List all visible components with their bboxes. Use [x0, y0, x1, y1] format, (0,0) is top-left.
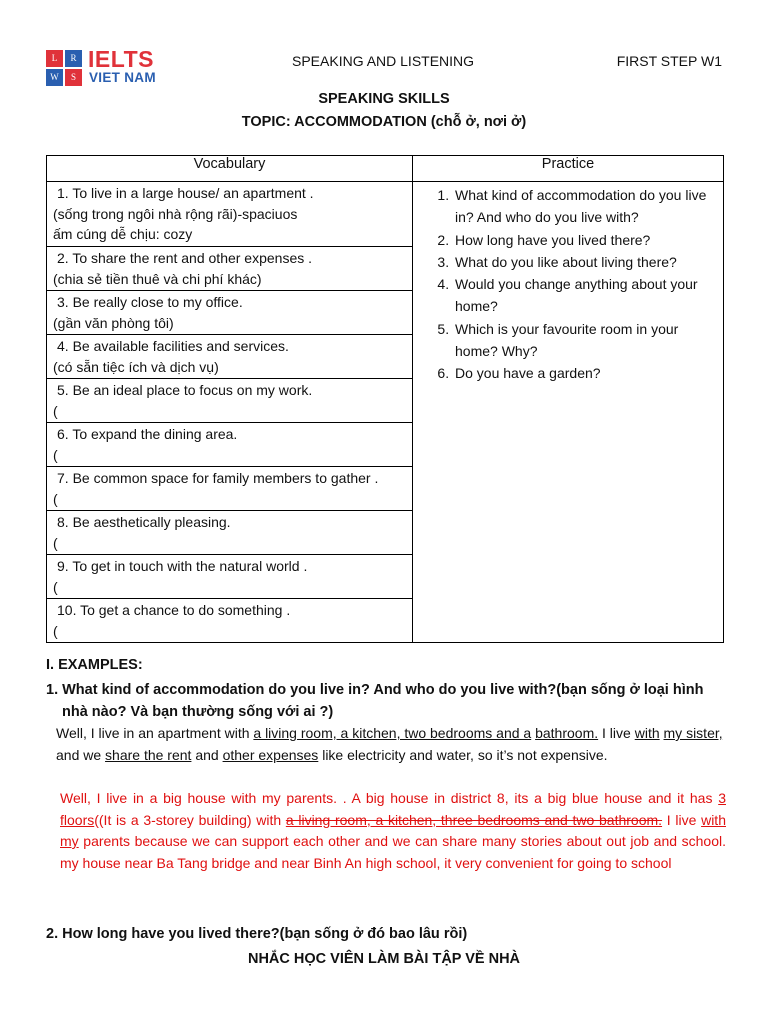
answer-text: Well, I live in an apartment with: [56, 725, 254, 741]
vocab-term: 10. To get a chance to do something .: [57, 602, 291, 618]
vocab-translation: (: [53, 402, 58, 419]
vocab-term: 5. Be an ideal place to focus on my work.: [57, 382, 313, 398]
vocab-translation: (: [53, 622, 58, 639]
vocab-translation: (chia sẻ tiền thuê và chi phí khác): [53, 270, 262, 287]
highlight-phrase: 3 floors: [60, 790, 726, 828]
vocabulary-column-header: Vocabulary: [47, 156, 413, 182]
answer-text: like electricity and water, so it’s not expensive.: [318, 747, 608, 763]
vocab-translation: (: [53, 446, 58, 463]
logo-cell: R: [65, 50, 82, 67]
answer-text: I live: [598, 725, 635, 741]
practice-cell: [413, 182, 724, 643]
highlight-phrase: with: [701, 811, 726, 828]
highlight-phrase: a living room, a kitchen, two bedrooms and a: [253, 725, 532, 741]
vocab-cell: [47, 467, 413, 511]
vocab-translation: (có sẵn tiệc ích và dịch vụ): [53, 358, 219, 375]
header-subject: SPEAKING AND LISTENING: [292, 53, 475, 69]
example-question-1: [46, 679, 726, 723]
vocab-term: 4. Be available facilities and services.: [57, 338, 289, 354]
vocab-cell: [47, 379, 413, 423]
vocab-translation: (sống trong ngôi nhà rộng rãi)-spaciuos: [53, 205, 298, 222]
vocab-note: ấm cúng dễ chịu: cozy: [53, 226, 193, 242]
vocab-term: 6. To expand the dining area.: [57, 426, 238, 442]
example-question-2: 2. How long have you lived there?(bạn sống ở đó bao lâu rồi): [46, 926, 468, 942]
table-row: [47, 182, 724, 247]
logo-brand-text: IELTS: [88, 46, 154, 72]
logo-grid-icon: [46, 50, 82, 86]
brand-logo: [46, 46, 166, 88]
highlight-phrase: my: [60, 833, 79, 849]
vocab-cell: [47, 291, 413, 335]
answer-text: I live: [662, 811, 702, 828]
question-line: 1. What kind of accommodation do you live in? And who do you live with?(bạn sống ở loại hình: [46, 682, 704, 698]
answer-text: parents because we can support each other and we can share many stories about out job and school. my house near Ba Tang bridge and near Binh An high school, it very convenient for going to school: [60, 833, 726, 871]
vocab-cell: [47, 555, 413, 599]
vocab-term: 1. To live in a large house/ an apartment .: [57, 185, 314, 201]
topic-title: TOPIC: ACCOMMODATION (chỗ ở, nơi ở): [241, 114, 527, 130]
practice-question: 5. Which is your favourite room in your home? Why?: [453, 318, 719, 363]
vocab-term: 7. Be common space for family members to gather .: [57, 470, 379, 486]
vocab-term: 8. Be aesthetically pleasing.: [57, 514, 231, 530]
highlight-phrase: share the rent: [105, 747, 192, 763]
vocab-translation: (: [53, 534, 58, 551]
vocab-cell: [47, 511, 413, 555]
homework-reminder: NHẮC HỌC VIÊN LÀM BÀI TẬP VỀ NHÀ: [247, 951, 521, 967]
vocab-term: 9. To get in touch with the natural world .: [57, 558, 308, 574]
vocab-translation: (: [53, 490, 58, 507]
highlight-phrase: bathroom.: [535, 725, 599, 741]
answer-text: and: [191, 747, 223, 763]
practice-question: 4. Would you change anything about your home?: [453, 273, 719, 318]
question-line: nhà nào? Và bạn thường sống với ai ?): [62, 704, 334, 720]
vocab-cell: [47, 599, 413, 643]
logo-sub-text: VIET NAM: [89, 70, 156, 85]
vocab-term: 3. Be really close to my office.: [57, 294, 243, 310]
student-answer: [60, 788, 726, 874]
logo-cell: L: [46, 50, 63, 67]
answer-text: ((It is a 3-storey building) with: [94, 811, 286, 828]
examples-heading: I. EXAMPLES:: [46, 657, 143, 673]
table-header-row: [47, 156, 724, 182]
highlight-phrase: my sister,: [663, 725, 723, 741]
practice-question: 1. What kind of accommodation do you live in? And who do you live with?: [453, 184, 719, 229]
answer-text: Well, I live in a big house with my parents. . A big house in district 8, its a big blue house and it has: [60, 790, 719, 806]
sample-answer: [56, 722, 726, 766]
vocab-cell: [47, 182, 413, 247]
vocab-translation: (: [53, 578, 58, 595]
answer-text: and we: [56, 747, 106, 763]
header-level: FIRST STEP W1: [616, 53, 722, 69]
practice-question: 6. Do you have a garden?: [453, 362, 719, 384]
vocab-cell: [47, 335, 413, 379]
practice-column-header: Practice: [413, 156, 724, 182]
vocab-cell: [47, 247, 413, 291]
highlight-phrase: other expenses: [222, 747, 319, 763]
logo-cell: S: [65, 69, 82, 86]
vocab-cell: [47, 423, 413, 467]
struck-phrase: a living room, a kitchen, three bedrooms and two bathroom.: [285, 811, 663, 828]
practice-question: 3. What do you like about living there?: [453, 251, 719, 273]
practice-question: 2. How long have you lived there?: [453, 229, 719, 251]
vocab-term: 2. To share the rent and other expenses .: [57, 250, 313, 266]
practice-list: [413, 184, 719, 385]
page-title: SPEAKING SKILLS: [318, 91, 450, 107]
logo-cell: W: [46, 69, 63, 86]
vocabulary-practice-table: [46, 155, 724, 643]
highlight-phrase: with: [634, 725, 660, 741]
vocab-translation: (gần văn phòng tôi): [53, 314, 174, 331]
